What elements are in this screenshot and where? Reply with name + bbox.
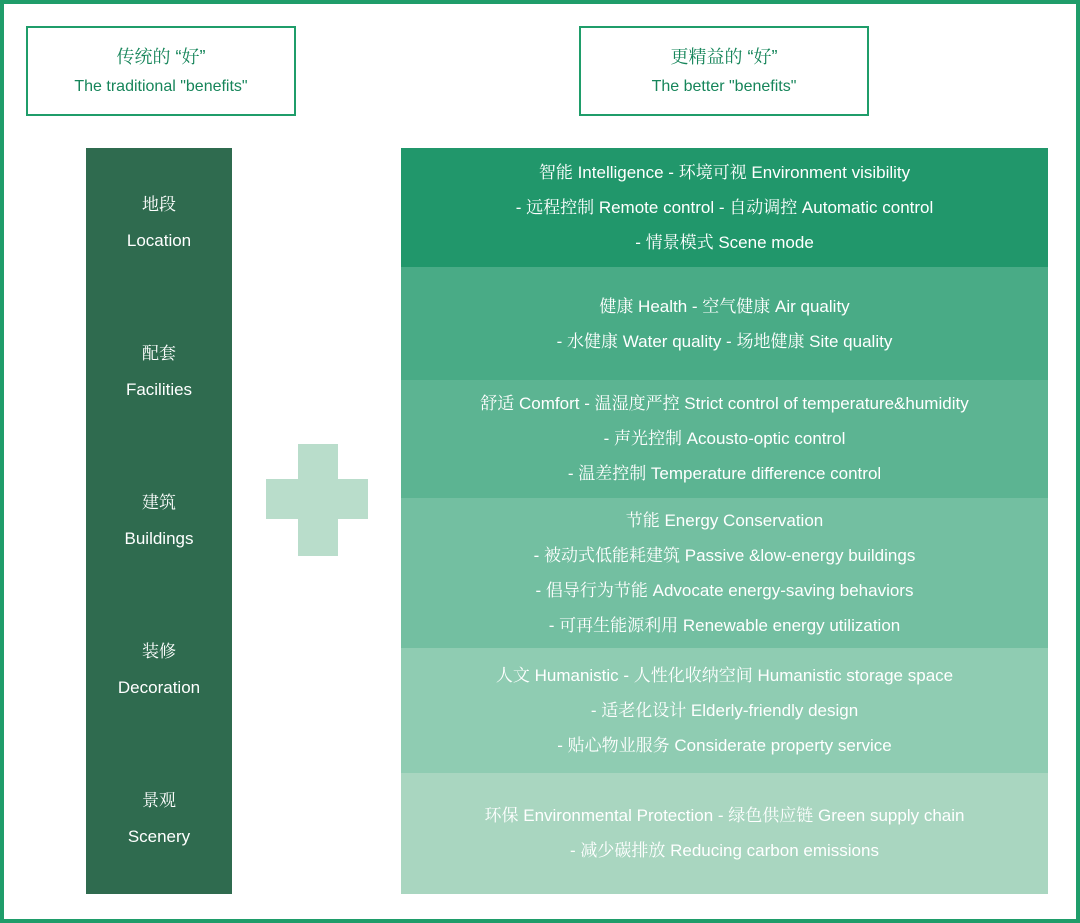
better-benefit-line: - 可再生能源利用 Renewable energy utilization (548, 615, 901, 635)
better-benefit-line: 节能 Energy Conservation (625, 510, 824, 530)
traditional-benefits-column (86, 148, 232, 894)
better-benefit-row-energy-conservation (401, 498, 1048, 648)
traditional-benefit-label-en: Scenery (127, 827, 191, 847)
better-benefit-line: - 声光控制 Acousto-optic control (603, 429, 846, 449)
header-better-en: The better "benefits" (651, 78, 797, 95)
header-better-cn: 更精益的 “好” (670, 47, 778, 67)
traditional-benefit-item (86, 446, 232, 595)
better-benefit-line: - 被动式低能耗建筑 Passive &low-energy buildings (533, 545, 916, 565)
better-benefit-line: - 倡导行为节能 Advocate energy-saving behaviors (535, 580, 914, 600)
traditional-benefit-label-cn: 配套 (142, 343, 176, 363)
traditional-benefit-label-cn: 建筑 (142, 493, 176, 512)
better-benefit-line: 人文 Humanistic - 人性化收纳空间 Humanistic storage space (495, 665, 954, 685)
better-benefit-line: 环保 Environmental Protection - 绿色供应链 Green supply chain (484, 806, 965, 826)
traditional-benefit-label-en: Location (126, 230, 192, 250)
plus-icon-vertical-bar (298, 444, 338, 556)
better-benefit-line: - 情景模式 Scene mode (635, 233, 814, 253)
better-benefit-line: 舒适 Comfort - 温湿度严控 Strict control of temperature&humidity (480, 394, 969, 414)
better-benefit-line: - 贴心物业服务 Considerate property service (557, 735, 892, 755)
better-benefit-row-comfort (401, 380, 1048, 497)
traditional-benefit-label-cn: 景观 (142, 791, 176, 811)
better-benefit-line: 健康 Health - 空气健康 Air quality (599, 296, 850, 316)
better-benefit-line: - 水健康 Water quality - 场地健康 Site quality (556, 331, 893, 351)
traditional-benefit-label-cn: 装修 (142, 642, 176, 662)
traditional-benefit-item (86, 745, 232, 894)
better-benefit-row-humanistic (401, 648, 1048, 773)
better-benefit-line: 智能 Intelligence - 环境可视 Environment visibility (538, 163, 911, 183)
better-benefit-line: - 温差控制 Temperature difference control (567, 464, 882, 484)
better-benefit-line: - 减少碳排放 Reducing carbon emissions (570, 841, 879, 861)
traditional-benefit-label-en: Buildings (124, 529, 194, 548)
header-traditional-cn: 传统的 “好” (116, 47, 206, 67)
better-benefit-line: - 远程控制 Remote control - 自动调控 Automatic control (515, 198, 934, 218)
header-box-better (579, 26, 869, 116)
traditional-benefit-item (86, 148, 232, 297)
better-benefit-row-intelligence (401, 148, 1048, 267)
better-benefit-line: - 适老化设计 Elderly-friendly design (590, 700, 859, 720)
better-benefit-row-environmental-protection (401, 773, 1048, 894)
better-benefit-row-health (401, 267, 1048, 380)
traditional-benefit-label-en: Decoration (117, 678, 201, 698)
header-box-traditional (26, 26, 296, 116)
traditional-benefit-label-en: Facilities (125, 379, 193, 399)
better-benefits-column (401, 148, 1048, 894)
traditional-benefit-item (86, 596, 232, 745)
traditional-benefit-item (86, 297, 232, 446)
header-traditional-en: The traditional "benefits" (74, 78, 248, 95)
traditional-benefit-label-cn: 地段 (142, 194, 176, 214)
plus-icon (266, 444, 368, 556)
